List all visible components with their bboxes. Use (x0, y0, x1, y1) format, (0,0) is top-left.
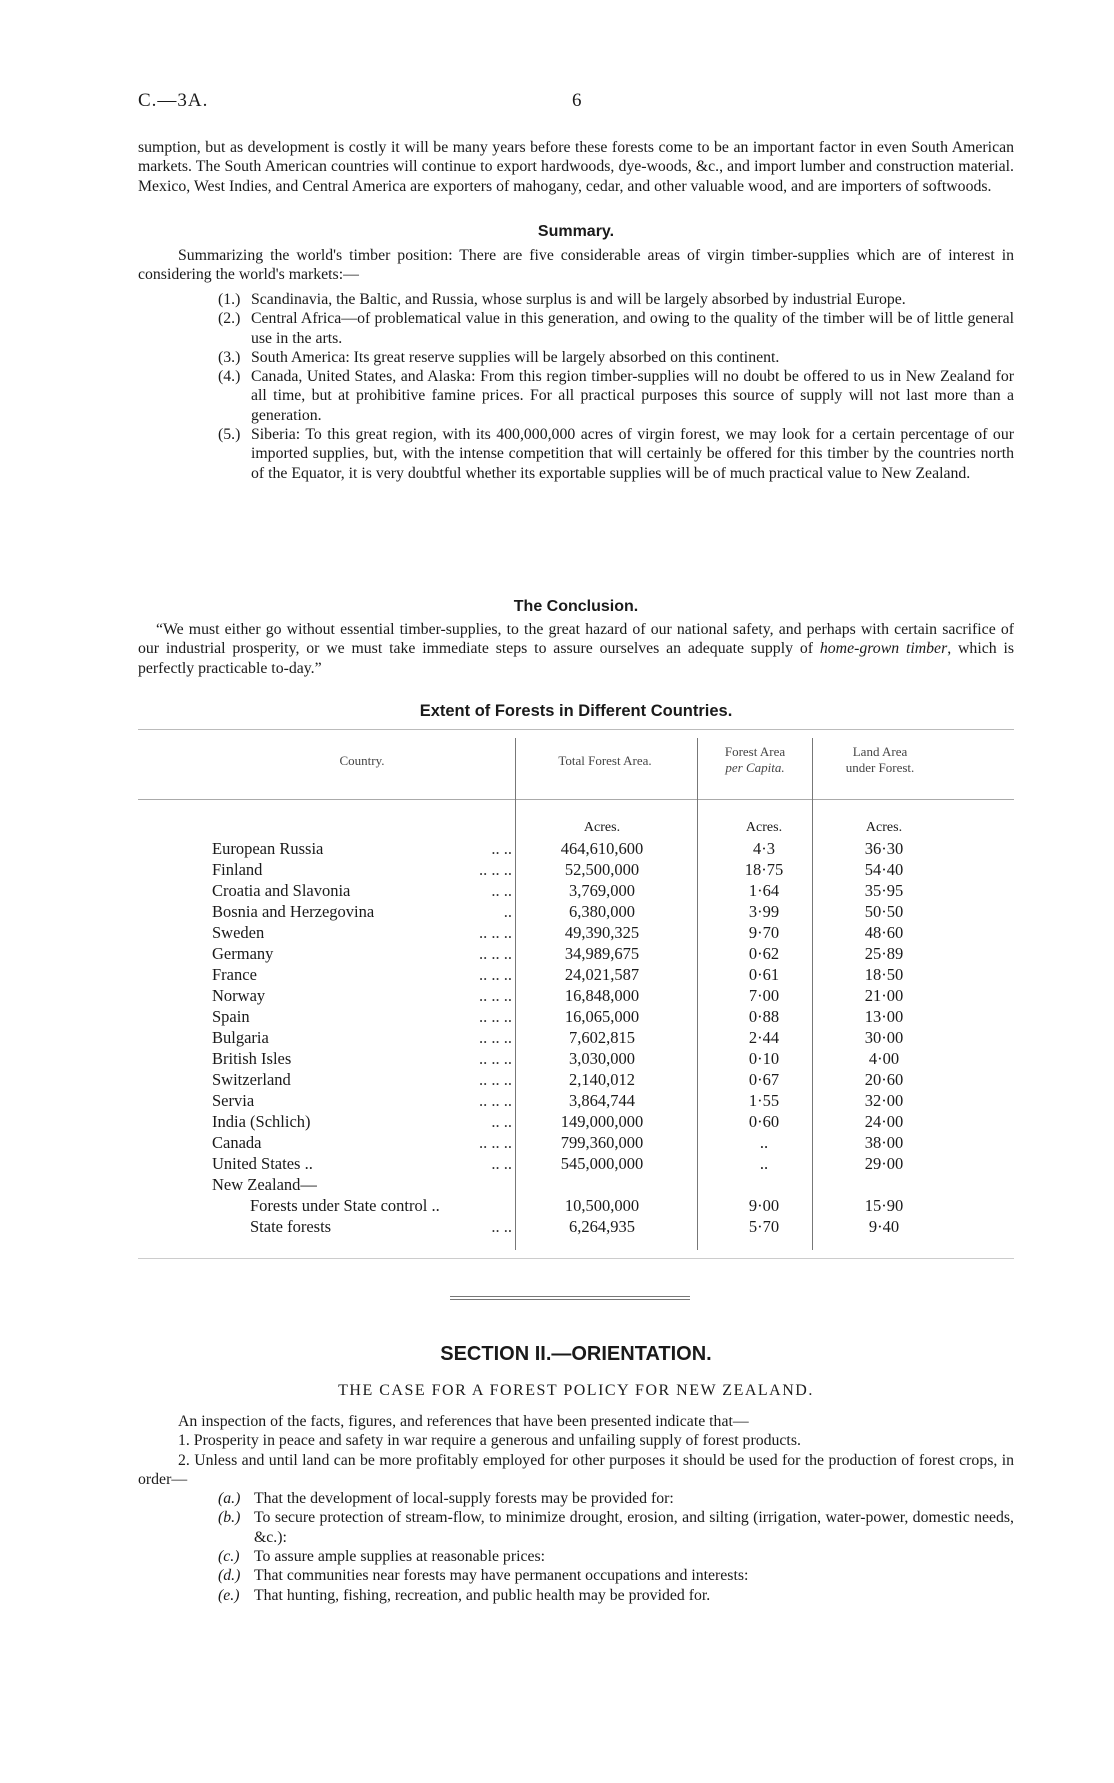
table-cell-per-capita: .. (759, 1133, 769, 1152)
table-cell-country: Norway (212, 986, 266, 1005)
table-cell-land: 30·00 (864, 1028, 904, 1047)
conclusion-text-after: , which is perfectly practicable to-day.” (138, 640, 1014, 677)
table-cell-per-capita: .. (759, 1154, 769, 1173)
table-cell-leader-dots: .. (503, 902, 512, 921)
subitem-number: (c.) (218, 1548, 240, 1566)
table-cell-land: 48·60 (864, 923, 904, 942)
summary-item-number: (5.) (218, 426, 241, 444)
table-row (212, 1153, 932, 1174)
table-row (212, 964, 932, 985)
table-cell-land: 24·00 (864, 1112, 904, 1131)
table-cell-per-capita: 2·44 (748, 1028, 780, 1047)
table-cell-per-capita: 9·00 (748, 1196, 780, 1215)
table-cell-leader-dots: .. .. .. (479, 965, 512, 984)
table-cell-country: Spain (212, 1007, 250, 1026)
summary-paragraph: Summarizing the world's timber position: There are five considerable areas of virgin timber-supplies which are of interest in considering the world's markets:— (138, 247, 1014, 284)
table-cell-land: 21·00 (864, 986, 904, 1005)
table-cell-total: 545,000,000 (560, 1154, 644, 1173)
table-cell-per-capita: 0·62 (748, 944, 780, 963)
orientation-subitem (218, 1547, 1014, 1566)
table-cell-land: 13·00 (864, 1007, 904, 1026)
table-cell-land: 38·00 (864, 1133, 904, 1152)
table-cell-leader-dots: .. .. .. (479, 1091, 512, 1110)
section-subheading: THE CASE FOR A FOREST POLICY FOR NEW ZEALAND. (338, 1382, 814, 1399)
table-row (212, 1069, 932, 1090)
table-cell-land: 4·00 (868, 1049, 900, 1068)
subitem-text: That the development of local-supply forests may be provided for: (254, 1490, 674, 1508)
table-cell-total: 3,030,000 (569, 1049, 635, 1068)
table-cell-per-capita: 4·3 (753, 839, 775, 858)
table-top-rule (138, 729, 1014, 730)
table-cell-total: 149,000,000 (560, 1112, 644, 1131)
table-cell-land: 29·00 (864, 1154, 904, 1173)
table-cell-per-capita: 0·67 (748, 1070, 780, 1089)
table-cell-total: 16,065,000 (564, 1007, 640, 1026)
table-cell-country: France (212, 965, 257, 984)
summary-item (218, 425, 1014, 483)
table-cell-per-capita: 5·70 (748, 1217, 780, 1236)
table-cell-country: Servia (212, 1091, 255, 1110)
table-cell-per-capita: 0·88 (748, 1007, 780, 1026)
table-cell-land: 32·00 (864, 1091, 904, 1110)
intro-paragraph: sumption, but as development is costly it will be many years before these forests come to be an important factor in even South American markets. The South American countries will continue to export hardwoods, dye-woods, &c., and import lumber and construction material. Mexico, West Indies, and Central America are exporters of mahogany, cedar, and other valuable wood, and are importers of softwoods. (138, 139, 1014, 195)
table-cell-leader-dots: .. .. .. (479, 986, 512, 1005)
table-cell-per-capita: 0·60 (748, 1112, 780, 1131)
table-row (212, 1132, 932, 1153)
table-cell-country: Sweden (212, 923, 265, 942)
table-cell-country: United States .. (212, 1154, 313, 1173)
conclusion-italic: home-grown timber (819, 640, 948, 658)
subitem-number: (b.) (218, 1509, 241, 1527)
table-header-rule (138, 799, 1014, 800)
summary-list (218, 290, 1014, 483)
units-land: Acres. (865, 820, 903, 835)
table-row (212, 1027, 932, 1048)
orientation-intro: An inspection of the facts, figures, and references that have been presented indicate that— (178, 1413, 749, 1430)
table-row (212, 1090, 932, 1111)
table-row (212, 1174, 932, 1195)
subitem-text: That hunting, fishing, recreation, and public health may be provided for. (254, 1586, 711, 1604)
subitem-text: That communities near forests may have permanent occupations and interests: (254, 1567, 749, 1585)
table-row (212, 1216, 932, 1237)
table-cell-total: 34,989,675 (564, 944, 640, 963)
table-bottom-rule (138, 1258, 1014, 1259)
table-cell-total: 49,390,325 (564, 923, 640, 942)
col-header-land (820, 744, 940, 776)
table-cell-leader-dots: .. .. (491, 839, 512, 858)
table-cell-leader-dots: .. .. .. (479, 944, 512, 963)
table-row (212, 1111, 932, 1132)
units-total: Acres. (583, 820, 621, 835)
table-row (212, 859, 932, 880)
summary-item-number: (1.) (218, 291, 241, 308)
summary-item-text: Canada, United States, and Alaska: From this region timber-supplies will no doubt be offered to us in New Zealand for all time, but at prohibitive famine prices. For all practical purposes this source of supply will not last more than a generation. (251, 368, 1014, 424)
table-cell-country: India (Schlich) (212, 1112, 311, 1131)
conclusion-quote (138, 620, 1014, 678)
table-cell-land: 25·89 (864, 944, 904, 963)
table-cell-leader-dots: .. .. (491, 1112, 512, 1131)
conclusion-heading: The Conclusion. (513, 598, 639, 615)
table-cell-per-capita: 7·00 (748, 986, 780, 1005)
table-cell-total: 6,264,935 (569, 1217, 635, 1236)
subitem-number: (a.) (218, 1490, 241, 1508)
table-cell-per-capita: 0·10 (748, 1049, 780, 1068)
table-row (212, 1048, 932, 1069)
orientation-body (138, 1412, 1014, 1605)
table-cell-per-capita: 9·70 (748, 923, 780, 942)
summary-item-text: South America: Its great reserve supplies will be largely absorbed on this continent. (251, 348, 780, 366)
orientation-subitems (218, 1489, 1014, 1605)
table-cell-country: Canada (212, 1133, 262, 1152)
table-row (212, 922, 932, 943)
table-cell-leader-dots: .. .. .. (479, 1049, 512, 1068)
summary-item-text: Siberia: To this great region, with its 400,000,000 acres of virgin forest, we may look for a certain percentage of our imported supplies, but, with the intense competition that will certainly be offered for this timber by the countries north of the Equator, it is very doubtful whether its exportable supplies will be of much practical value to New Zealand. (251, 426, 1014, 482)
col-header-country: Country. (339, 753, 385, 768)
table-cell-leader-dots: .. .. .. (479, 923, 512, 942)
units-per-capita: Acres. (745, 820, 783, 835)
orientation-point-2: 2. Unless and until land can be more profitably employed for other purposes it should be used for the production of forest crops, in order— (138, 1451, 1014, 1488)
table-cell-land: 54·40 (864, 860, 904, 879)
table-cell-land: 35·95 (864, 881, 904, 900)
table-cell-country: Switzerland (212, 1070, 291, 1089)
summary-item (218, 348, 1014, 367)
table-cell-land: 36·30 (864, 839, 904, 858)
subitem-number: (e.) (218, 1586, 240, 1604)
table-cell-country: State forests (250, 1217, 332, 1236)
table-row (212, 1195, 932, 1216)
table-row (212, 901, 932, 922)
orientation-subitem (218, 1508, 1014, 1547)
table-cell-country: British Isles (212, 1049, 292, 1068)
summary-item-number: (4.) (218, 368, 241, 386)
table-cell-country: Germany (212, 944, 274, 963)
document-code: C.—3A. (138, 90, 209, 111)
table-cell-total: 3,769,000 (569, 881, 635, 900)
table-title: Extent of Forests in Different Countries. (419, 702, 733, 720)
table-row (212, 1006, 932, 1027)
table-cell-country: European Russia (212, 839, 324, 858)
summary-item-text: Central Africa—of problematical value in this generation, and owing to the quality of the timber will be of little general use in the arts. (251, 310, 1014, 347)
table-cell-total: 799,360,000 (560, 1133, 644, 1152)
table-cell-total: 24,021,587 (564, 965, 640, 984)
conclusion-text-before: “We must either go without essential timber-supplies, to the great hazard of our national safety, and perhaps with certain sacrifice of our industrial prosperity, or we must take immediate steps to assure ourselves an adequate supply of (138, 621, 1014, 658)
col-header-per-capita (700, 744, 810, 776)
table-cell-total: 464,610,600 (560, 839, 644, 858)
summary-item-number: (2.) (218, 310, 241, 328)
page-number: 6 (572, 90, 582, 111)
table-cell-leader-dots: .. .. .. (479, 1133, 512, 1152)
table-cell-total: 52,500,000 (564, 860, 640, 879)
table-cell-total: 7,602,815 (569, 1028, 635, 1047)
orientation-subitem (218, 1586, 1014, 1605)
table-cell-per-capita: 3·99 (748, 902, 780, 921)
section-divider (450, 1296, 690, 1300)
subitem-number: (d.) (218, 1567, 241, 1585)
table-cell-country: New Zealand— (212, 1175, 317, 1194)
table-cell-leader-dots: .. .. .. (479, 1070, 512, 1089)
orientation-point-1: 1. Prosperity in peace and safety in war require a generous and unfailing supply of forest products. (178, 1432, 801, 1450)
summary-item (218, 309, 1014, 348)
orientation-subitem (218, 1489, 1014, 1508)
table-cell-country: Croatia and Slavonia (212, 881, 351, 900)
table-cell-per-capita: 1·64 (748, 881, 780, 900)
table-cell-per-capita: 18·75 (744, 860, 784, 879)
col-header-total: Total Forest Area. (558, 753, 652, 768)
table-cell-land: 20·60 (864, 1070, 904, 1089)
table-cell-country: Bosnia and Herzegovina (212, 902, 375, 921)
table-row (212, 985, 932, 1006)
table-cell-total: 10,500,000 (564, 1196, 640, 1215)
table-cell-land: 9·40 (868, 1217, 900, 1236)
table-units-row (212, 817, 932, 838)
table-cell-country: Bulgaria (212, 1028, 269, 1047)
table-cell-per-capita: 0·61 (748, 965, 780, 984)
table-cell-per-capita: 1·55 (748, 1091, 780, 1110)
section-heading: SECTION II.—ORIENTATION. (440, 1343, 712, 1365)
col-header-per-capita-line1: Forest Area (724, 744, 786, 759)
col-header-per-capita-line2: per Capita. (725, 760, 785, 775)
table-cell-total: 2,140,012 (569, 1070, 635, 1089)
col-header-land-line1: Land Area (852, 744, 908, 759)
table-cell-land: 18·50 (864, 965, 904, 984)
table-cell-leader-dots: .. .. (491, 881, 512, 900)
table-cell-country: Finland (212, 860, 263, 879)
subitem-text: To secure protection of stream-flow, to minimize drought, erosion, and silting (irrigation, water-power, domestic needs, &c.): (254, 1509, 1014, 1546)
orientation-subitem (218, 1566, 1014, 1585)
summary-heading: Summary. (537, 223, 615, 240)
table-cell-leader-dots: .. .. (491, 1217, 512, 1236)
col-header-land-line2: under Forest. (845, 760, 915, 775)
summary-item-number: (3.) (218, 348, 241, 366)
summary-item-text: Scandinavia, the Baltic, and Russia, whose surplus is and will be largely absorbed by industrial Europe. (251, 291, 906, 308)
table-cell-land: 50·50 (864, 902, 904, 921)
table-cell-land: 15·90 (864, 1196, 904, 1215)
summary-item (218, 290, 1014, 309)
table-row (212, 838, 932, 859)
table-row (212, 943, 932, 964)
table-row (212, 880, 932, 901)
table-cell-leader-dots: .. .. .. (479, 1007, 512, 1026)
table-cell-leader-dots: .. .. .. (479, 1028, 512, 1047)
table-cell-leader-dots: .. .. (491, 1154, 512, 1173)
subitem-text: To assure ample supplies at reasonable prices: (254, 1548, 546, 1566)
table-cell-total: 3,864,744 (569, 1091, 635, 1110)
table-cell-country: Forests under State control .. (250, 1196, 440, 1215)
table-cell-total: 16,848,000 (564, 986, 640, 1005)
summary-item (218, 367, 1014, 425)
table-cell-leader-dots: .. .. .. (479, 860, 512, 879)
table-cell-total: 6,380,000 (569, 902, 635, 921)
